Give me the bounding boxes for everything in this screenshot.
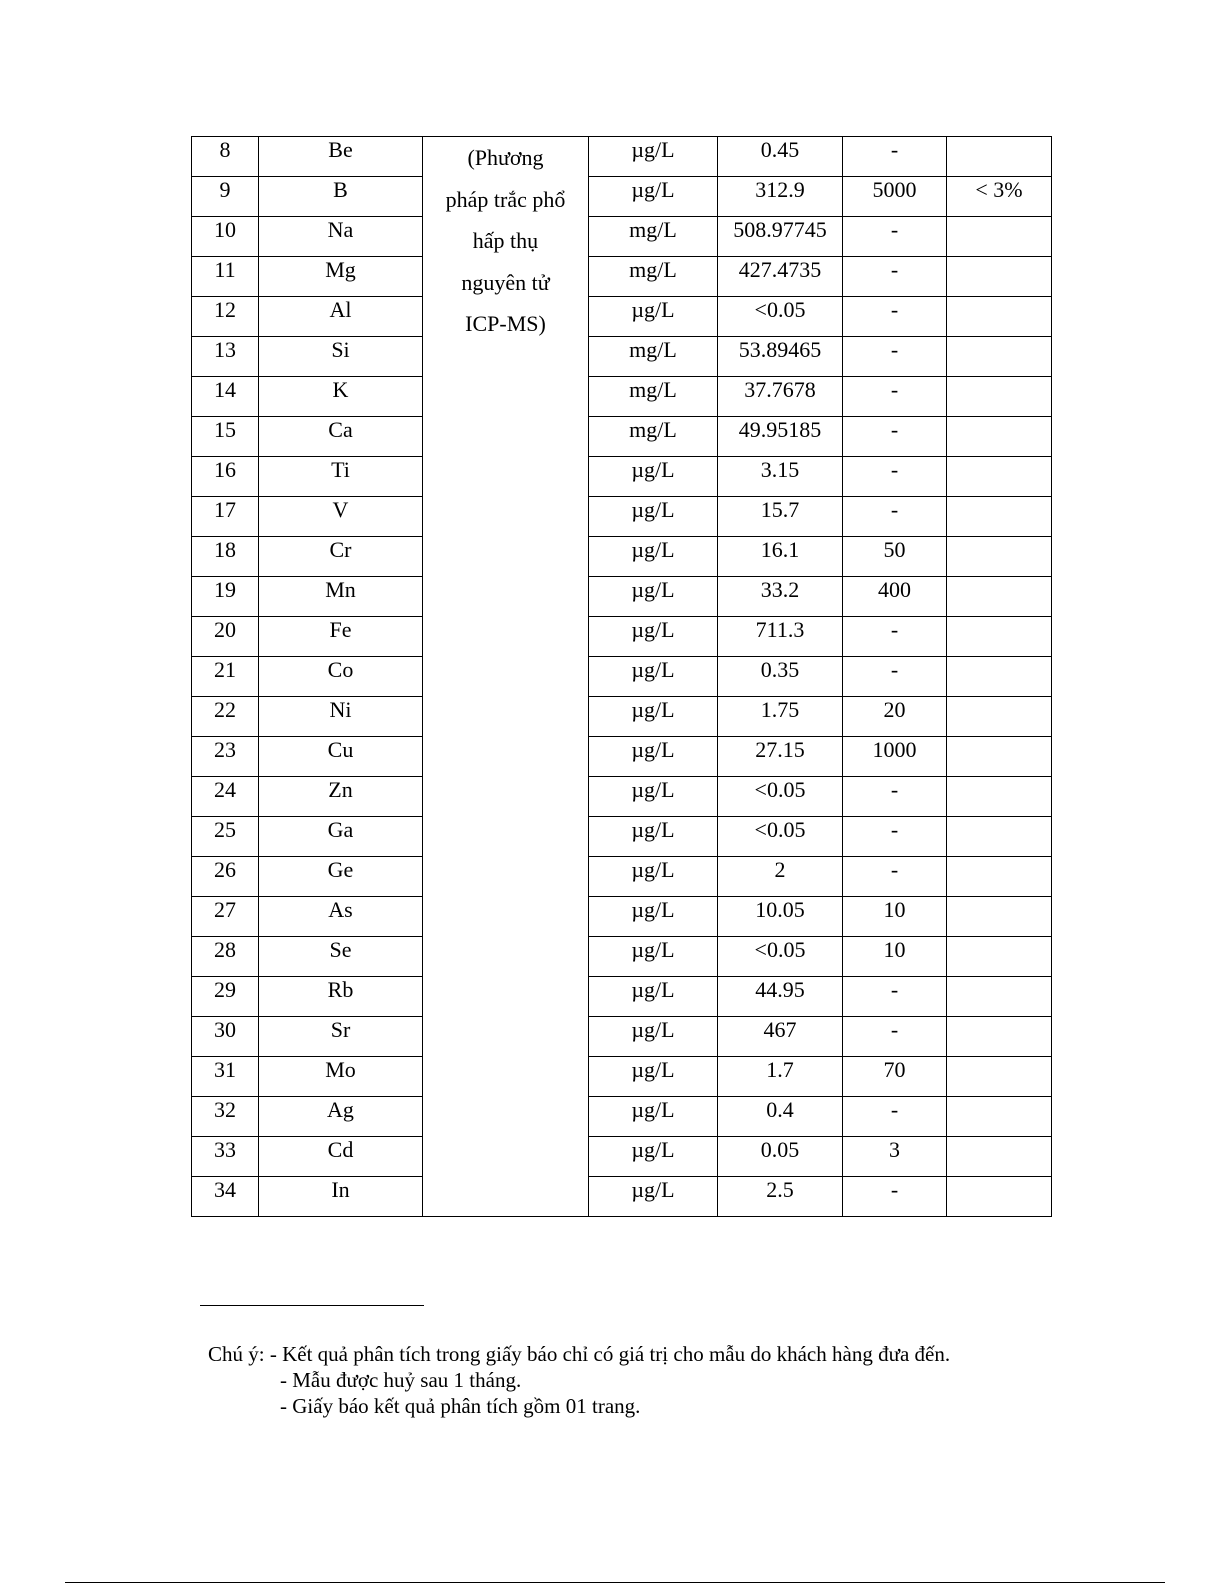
row-number-cell: 19 (192, 577, 259, 617)
result-cell: 16.1 (718, 537, 843, 577)
notes-block (208, 1341, 950, 1419)
table-row (192, 297, 1052, 337)
row-number-cell: 18 (192, 537, 259, 577)
page-bottom-rule (65, 1582, 1165, 1583)
result-cell: 508.97745 (718, 217, 843, 257)
result-cell: 2 (718, 857, 843, 897)
row-number-cell: 29 (192, 977, 259, 1017)
table-row (192, 1097, 1052, 1137)
unit-cell: µg/L (589, 497, 718, 537)
element-cell: Ti (259, 457, 423, 497)
table-row (192, 417, 1052, 457)
result-cell: 0.05 (718, 1137, 843, 1177)
unit-cell: µg/L (589, 577, 718, 617)
unit-cell: µg/L (589, 537, 718, 577)
table-row (192, 497, 1052, 537)
unit-cell: µg/L (589, 777, 718, 817)
table-row (192, 1017, 1052, 1057)
row-number-cell: 27 (192, 897, 259, 937)
error-cell (947, 617, 1052, 657)
limit-cell: - (843, 417, 947, 457)
result-cell: 0.35 (718, 657, 843, 697)
element-cell: Ca (259, 417, 423, 457)
error-cell (947, 1097, 1052, 1137)
unit-cell: µg/L (589, 297, 718, 337)
element-cell: Be (259, 137, 423, 177)
table-row (192, 737, 1052, 777)
limit-cell: - (843, 617, 947, 657)
limit-cell: - (843, 817, 947, 857)
method-line: hấp thụ (472, 228, 539, 253)
result-cell: 1.7 (718, 1057, 843, 1097)
method-line: pháp trắc phổ (445, 186, 566, 212)
row-number-cell: 24 (192, 777, 259, 817)
row-number-cell: 20 (192, 617, 259, 657)
element-cell: Co (259, 657, 423, 697)
error-cell (947, 817, 1052, 857)
error-cell (947, 897, 1052, 937)
table-row (192, 337, 1052, 377)
error-cell (947, 737, 1052, 777)
results-table (191, 136, 1052, 1217)
row-number-cell: 8 (192, 137, 259, 177)
row-number-cell: 32 (192, 1097, 259, 1137)
error-cell (947, 857, 1052, 897)
element-cell: Se (259, 937, 423, 977)
row-number-cell: 21 (192, 657, 259, 697)
limit-cell: - (843, 457, 947, 497)
table-row (192, 1057, 1052, 1097)
row-number-cell: 31 (192, 1057, 259, 1097)
result-cell: 427.4735 (718, 257, 843, 297)
error-cell (947, 657, 1052, 697)
unit-cell: µg/L (589, 1097, 718, 1137)
element-cell: Sr (259, 1017, 423, 1057)
limit-cell: - (843, 337, 947, 377)
row-number-cell: 34 (192, 1177, 259, 1217)
method-cell (423, 137, 589, 1217)
result-cell: 467 (718, 1017, 843, 1057)
unit-cell: µg/L (589, 1177, 718, 1217)
row-number-cell: 22 (192, 697, 259, 737)
error-cell (947, 137, 1052, 177)
method-line: nguyên tử (461, 269, 550, 295)
limit-cell: 10 (843, 937, 947, 977)
limit-cell: - (843, 217, 947, 257)
table-row (192, 137, 1052, 177)
error-cell (947, 457, 1052, 497)
table-row (192, 1177, 1052, 1217)
table-row (192, 897, 1052, 937)
table-row (192, 257, 1052, 297)
element-cell: Ni (259, 697, 423, 737)
element-cell: Si (259, 337, 423, 377)
table-row (192, 697, 1052, 737)
table-row (192, 537, 1052, 577)
limit-cell: - (843, 297, 947, 337)
limit-cell: - (843, 977, 947, 1017)
unit-cell: µg/L (589, 897, 718, 937)
limit-cell: - (843, 137, 947, 177)
error-cell (947, 577, 1052, 617)
element-cell: Cu (259, 737, 423, 777)
unit-cell: µg/L (589, 1057, 718, 1097)
result-cell: 0.45 (718, 137, 843, 177)
table-row (192, 977, 1052, 1017)
limit-cell: 50 (843, 537, 947, 577)
table-row (192, 1137, 1052, 1177)
element-cell: Al (259, 297, 423, 337)
method-line: ICP-MS) (465, 311, 546, 336)
table-row (192, 657, 1052, 697)
element-cell: Ge (259, 857, 423, 897)
limit-cell: 400 (843, 577, 947, 617)
unit-cell: µg/L (589, 617, 718, 657)
error-cell (947, 1177, 1052, 1217)
row-number-cell: 25 (192, 817, 259, 857)
error-cell (947, 1137, 1052, 1177)
element-cell: Rb (259, 977, 423, 1017)
table-row (192, 817, 1052, 857)
limit-cell: 70 (843, 1057, 947, 1097)
unit-cell: µg/L (589, 857, 718, 897)
table-row (192, 217, 1052, 257)
unit-cell: mg/L (589, 417, 718, 457)
table-row (192, 457, 1052, 497)
error-cell (947, 297, 1052, 337)
result-cell: 3.15 (718, 457, 843, 497)
limit-cell: - (843, 497, 947, 537)
row-number-cell: 15 (192, 417, 259, 457)
footnote-separator (200, 1305, 424, 1306)
unit-cell: µg/L (589, 1137, 718, 1177)
error-cell (947, 417, 1052, 457)
element-cell: Ag (259, 1097, 423, 1137)
element-cell: Mo (259, 1057, 423, 1097)
element-cell: Ga (259, 817, 423, 857)
result-cell: 27.15 (718, 737, 843, 777)
element-cell: Cr (259, 537, 423, 577)
note-line-3: - Giấy báo kết quả phân tích gồm 01 trang. (280, 1394, 641, 1418)
limit-cell: 20 (843, 697, 947, 737)
unit-cell: mg/L (589, 217, 718, 257)
table-row (192, 177, 1052, 217)
error-cell (947, 777, 1052, 817)
unit-cell: µg/L (589, 137, 718, 177)
result-cell: <0.05 (718, 777, 843, 817)
row-number-cell: 17 (192, 497, 259, 537)
element-cell: B (259, 177, 423, 217)
row-number-cell: 11 (192, 257, 259, 297)
error-cell (947, 337, 1052, 377)
unit-cell: mg/L (589, 377, 718, 417)
note-line-2: - Mẫu được huỷ sau 1 tháng. (280, 1368, 522, 1392)
limit-cell: 10 (843, 897, 947, 937)
table-row (192, 777, 1052, 817)
limit-cell: - (843, 657, 947, 697)
element-cell: Zn (259, 777, 423, 817)
error-cell (947, 1017, 1052, 1057)
row-number-cell: 14 (192, 377, 259, 417)
method-line: (Phương (467, 145, 544, 170)
limit-cell: - (843, 1097, 947, 1137)
error-cell (947, 937, 1052, 977)
error-cell: < 3% (947, 177, 1052, 217)
note-line-1: Chú ý: - Kết quả phân tích trong giấy báo chỉ có giá trị cho mẫu do khách hàng đưa đến. (208, 1342, 951, 1366)
result-cell: <0.05 (718, 817, 843, 857)
result-cell: 2.5 (718, 1177, 843, 1217)
limit-cell: - (843, 777, 947, 817)
row-number-cell: 12 (192, 297, 259, 337)
limit-cell: - (843, 857, 947, 897)
row-number-cell: 26 (192, 857, 259, 897)
table-row (192, 577, 1052, 617)
row-number-cell: 9 (192, 177, 259, 217)
limit-cell: - (843, 257, 947, 297)
result-cell: <0.05 (718, 937, 843, 977)
limit-cell: 3 (843, 1137, 947, 1177)
unit-cell: µg/L (589, 1017, 718, 1057)
element-cell: Mn (259, 577, 423, 617)
unit-cell: µg/L (589, 657, 718, 697)
unit-cell: µg/L (589, 457, 718, 497)
limit-cell: 1000 (843, 737, 947, 777)
row-number-cell: 16 (192, 457, 259, 497)
result-cell: 312.9 (718, 177, 843, 217)
limit-cell: - (843, 1177, 947, 1217)
unit-cell: µg/L (589, 697, 718, 737)
result-cell: 53.89465 (718, 337, 843, 377)
element-cell: In (259, 1177, 423, 1217)
result-cell: 49.95185 (718, 417, 843, 457)
limit-cell: - (843, 377, 947, 417)
result-cell: 10.05 (718, 897, 843, 937)
limit-cell: - (843, 1017, 947, 1057)
row-number-cell: 10 (192, 217, 259, 257)
row-number-cell: 33 (192, 1137, 259, 1177)
row-number-cell: 28 (192, 937, 259, 977)
table-row (192, 857, 1052, 897)
element-cell: As (259, 897, 423, 937)
result-cell: 15.7 (718, 497, 843, 537)
element-cell: V (259, 497, 423, 537)
result-cell: 33.2 (718, 577, 843, 617)
error-cell (947, 257, 1052, 297)
unit-cell: µg/L (589, 937, 718, 977)
unit-cell: mg/L (589, 257, 718, 297)
result-cell: 44.95 (718, 977, 843, 1017)
row-number-cell: 23 (192, 737, 259, 777)
result-cell: 37.7678 (718, 377, 843, 417)
error-cell (947, 697, 1052, 737)
table-row (192, 937, 1052, 977)
table-row (192, 617, 1052, 657)
unit-cell: µg/L (589, 977, 718, 1017)
error-cell (947, 977, 1052, 1017)
element-cell: K (259, 377, 423, 417)
element-cell: Mg (259, 257, 423, 297)
element-cell: Fe (259, 617, 423, 657)
error-cell (947, 377, 1052, 417)
table-row (192, 377, 1052, 417)
result-cell: 1.75 (718, 697, 843, 737)
element-cell: Na (259, 217, 423, 257)
result-cell: <0.05 (718, 297, 843, 337)
element-cell: Cd (259, 1137, 423, 1177)
error-cell (947, 497, 1052, 537)
unit-cell: µg/L (589, 177, 718, 217)
error-cell (947, 537, 1052, 577)
row-number-cell: 13 (192, 337, 259, 377)
unit-cell: µg/L (589, 817, 718, 857)
error-cell (947, 217, 1052, 257)
unit-cell: µg/L (589, 737, 718, 777)
result-cell: 0.4 (718, 1097, 843, 1137)
unit-cell: mg/L (589, 337, 718, 377)
error-cell (947, 1057, 1052, 1097)
limit-cell: 5000 (843, 177, 947, 217)
row-number-cell: 30 (192, 1017, 259, 1057)
result-cell: 711.3 (718, 617, 843, 657)
